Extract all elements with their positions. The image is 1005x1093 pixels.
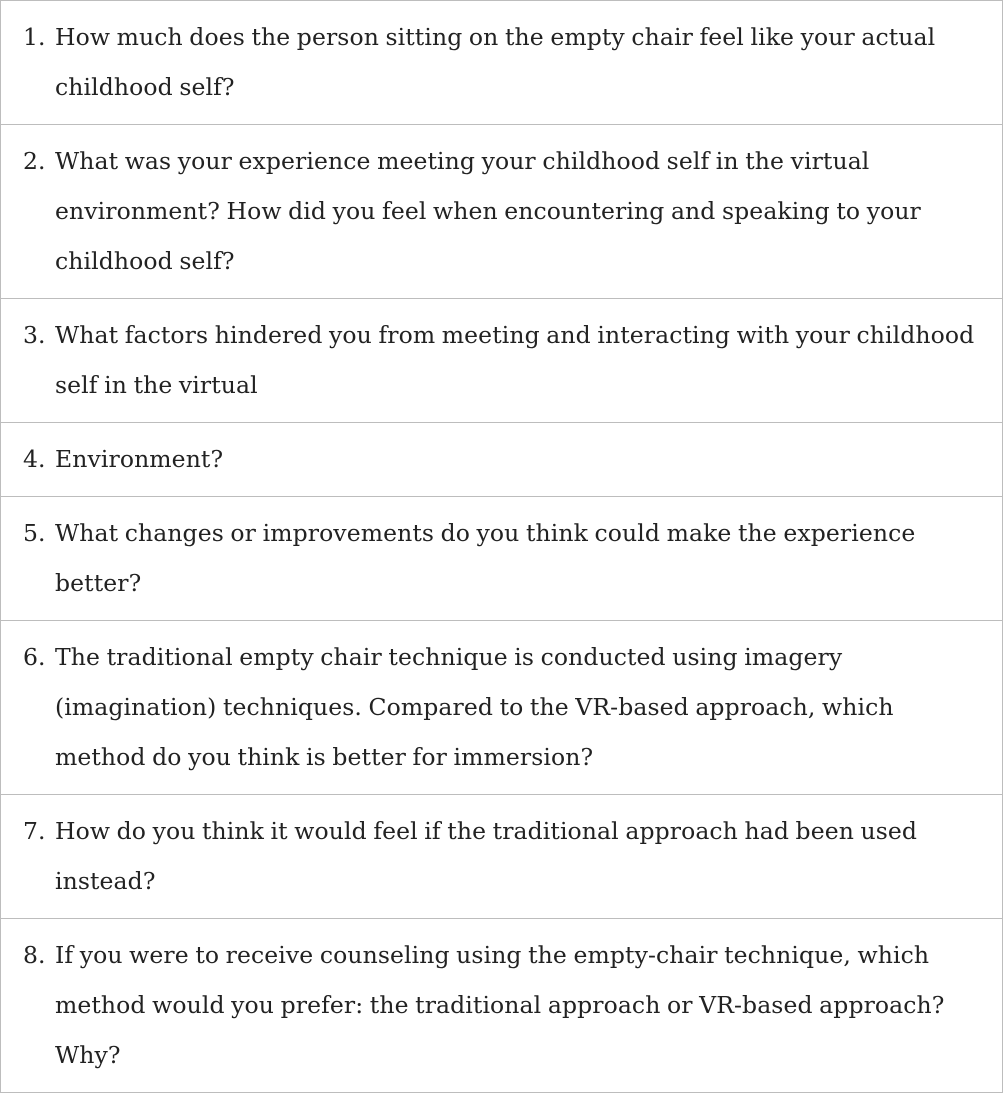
question-item: [23, 12, 984, 112]
question-cell: [1, 497, 1003, 621]
question-number: 8.: [23, 941, 46, 969]
question-text: What factors hindered you from meeting and interacting with your childhood self in the virtual: [55, 321, 975, 399]
question-item: [23, 806, 984, 906]
table-row: [1, 621, 1003, 795]
table-row: [1, 795, 1003, 919]
question-cell: [1, 795, 1003, 919]
questions-body: [1, 1, 1003, 1093]
question-number: 1.: [23, 23, 46, 51]
table-row: [1, 125, 1003, 299]
question-text: How do you think it would feel if the traditional approach had been used instead?: [55, 817, 918, 895]
question-text: Environment?: [55, 445, 224, 473]
table-row: [1, 1, 1003, 125]
table-row: [1, 299, 1003, 423]
question-text: What changes or improvements do you think could make the experience better?: [55, 519, 916, 597]
question-cell: [1, 919, 1003, 1093]
question-item: [23, 508, 984, 608]
question-number: 5.: [23, 519, 46, 547]
question-item: [23, 930, 984, 1080]
question-number: 6.: [23, 643, 46, 671]
table-row: [1, 497, 1003, 621]
table-row: [1, 423, 1003, 497]
question-number: 7.: [23, 817, 46, 845]
question-cell: [1, 125, 1003, 299]
question-item: [23, 310, 984, 410]
table-row: [1, 919, 1003, 1093]
question-text: The traditional empty chair technique is conducted using imagery (imagination) techniques. Compared to the VR-based approach, which method do you think is better for immersion?: [55, 643, 894, 771]
question-cell: [1, 1, 1003, 125]
question-cell: [1, 423, 1003, 497]
question-text: If you were to receive counseling using the empty-chair technique, which method would you prefer: the traditional approach or VR-based approach? Why?: [55, 941, 945, 1069]
question-text: What was your experience meeting your childhood self in the virtual environment? How did you feel when encountering and speaking to your childhood self?: [55, 147, 921, 275]
question-item: [23, 434, 984, 484]
question-item: [23, 136, 984, 286]
question-item: [23, 632, 984, 782]
question-number: 4.: [23, 445, 46, 473]
question-number: 2.: [23, 147, 46, 175]
question-cell: [1, 621, 1003, 795]
question-text: How much does the person sitting on the empty chair feel like your actual childhood self?: [55, 23, 936, 101]
question-cell: [1, 299, 1003, 423]
question-number: 3.: [23, 321, 46, 349]
